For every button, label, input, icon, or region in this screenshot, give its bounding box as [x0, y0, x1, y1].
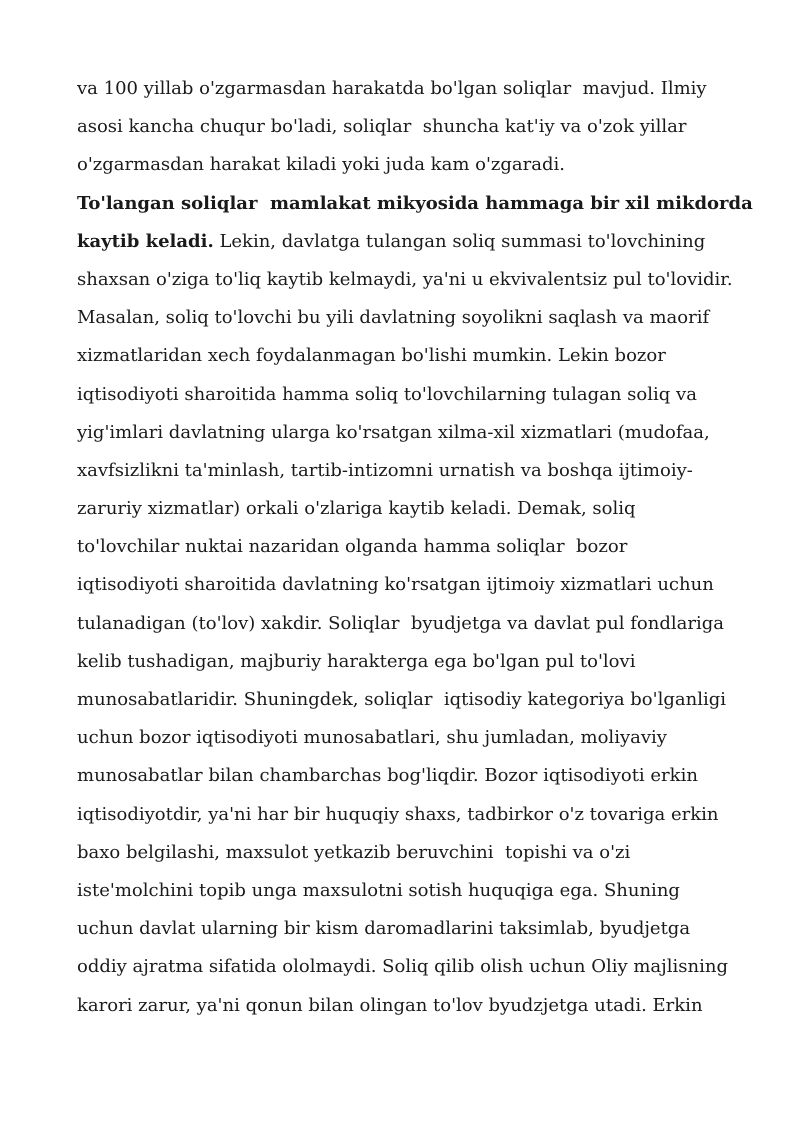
bold-text-segment: kaytib keladi.: [77, 230, 214, 252]
text-segment: xizmatlaridan xech foydalanmagan bo'lishi mumkin. Lekin bozor: [77, 345, 666, 367]
text-line: [77, 796, 737, 834]
text-segment: munosabatlar bilan chambarchas bog'liqdir. Bozor iqtisodiyoti erkin: [77, 765, 698, 787]
text-segment: zaruriy xizmatlar) orkali o'zlariga kaytib keladi. Demak, soliq: [77, 498, 636, 520]
text-segment: baxo belgilashi, maxsulot yetkazib beruvchini topishi va o'zi: [77, 841, 631, 863]
text-segment: iste'molchini topib unga maxsulotni sotish huquqiga ega. Shuning: [77, 879, 680, 901]
text-line: [77, 910, 737, 948]
bold-text-segment: To'langan soliqlar mamlakat mikyosida hammaga bir xil mikdorda: [77, 192, 753, 214]
text-segment: o'zgarmasdan harakat kiladi yoki juda kam o'zgaradi.: [77, 154, 565, 176]
text-line: [77, 146, 737, 184]
text-segment: yig'imlari davlatning ularga ko'rsatgan xilma-xil xizmatlari (mudofaa,: [77, 421, 710, 443]
text-line: [77, 605, 737, 643]
text-segment: xavfsizlikni ta'minlash, tartib-intizomni urnatish va boshqa ijtimoiy-: [77, 459, 693, 481]
text-line: [77, 223, 737, 261]
text-line: [77, 681, 737, 719]
text-segment: uchun bozor iqtisodiyoti munosabatlari, shu jumladan, moliyaviy: [77, 727, 667, 749]
text-segment: to'lovchilar nuktai nazaridan olganda hamma soliqlar bozor: [77, 536, 628, 558]
text-line: [77, 452, 737, 490]
text-segment: tulanadigan (to'lov) xakdir. Soliqlar byudjetga va davlat pul fondlariga: [77, 612, 724, 634]
text-segment: asosi kancha chuqur bo'ladi, soliqlar shuncha kat'iy va o'zok yillar: [77, 116, 687, 138]
text-line: [77, 948, 737, 986]
text-segment: karori zarur, ya'ni qonun bilan olingan to'lov byudzjetga utadi. Erkin: [77, 994, 703, 1016]
text-line: [77, 987, 737, 1025]
text-segment: iqtisodiyotdir, ya'ni har bir huquqiy shaxs, tadbirkor o'z tovariga erkin: [77, 803, 719, 825]
text-segment: munosabatlaridir. Shuningdek, soliqlar iqtisodiy kategoriya bo'lganligi: [77, 689, 726, 710]
text-segment: va 100 yillab o'zgarmasdan harakatda bo'lgan soliqlar mavjud. Ilmiy: [77, 78, 707, 99]
text-segment: shaxsan o'ziga to'liq kaytib kelmaydi, ya'ni u ekvivalentsiz pul to'lovidir.: [77, 268, 733, 290]
text-line: [77, 490, 737, 528]
text-segment: oddiy ajratma sifatida ololmaydi. Soliq qilib olish uchun Oliy majlisning: [77, 956, 728, 978]
text-line: [77, 872, 737, 910]
text-segment: kelib tushadigan, majburiy harakterga ega bo'lgan pul to'lovi: [77, 650, 636, 672]
text-line: [77, 566, 737, 604]
text-segment: iqtisodiyoti sharoitida hamma soliq to'lovchilarning tulagan soliq va: [77, 383, 697, 405]
text-line: [77, 719, 737, 757]
text-line: [77, 757, 737, 795]
text-line: [77, 185, 753, 223]
text-line: [77, 108, 737, 146]
text-segment: iqtisodiyoti sharoitida davlatning ko'rsatgan ijtimoiy xizmatlari uchun: [77, 574, 714, 596]
text-line: [77, 299, 737, 337]
body-text: [77, 70, 753, 1025]
text-line: [77, 337, 737, 375]
text-segment: Lekin, davlatga tulangan soliq summasi to'lovchining: [213, 230, 706, 252]
text-line: [77, 414, 737, 452]
text-line: [77, 376, 737, 414]
text-segment: Masalan, soliq to'lovchi bu yili davlatning soyolikni saqlash va maorif: [77, 307, 710, 329]
text-line: [77, 834, 737, 872]
text-line: [77, 528, 737, 566]
text-segment: uchun davlat ularning bir kism daromadlarini taksimlab, byudjetga: [77, 918, 691, 940]
text-line: [77, 261, 737, 299]
text-line: [77, 643, 737, 681]
text-line: [77, 70, 737, 108]
